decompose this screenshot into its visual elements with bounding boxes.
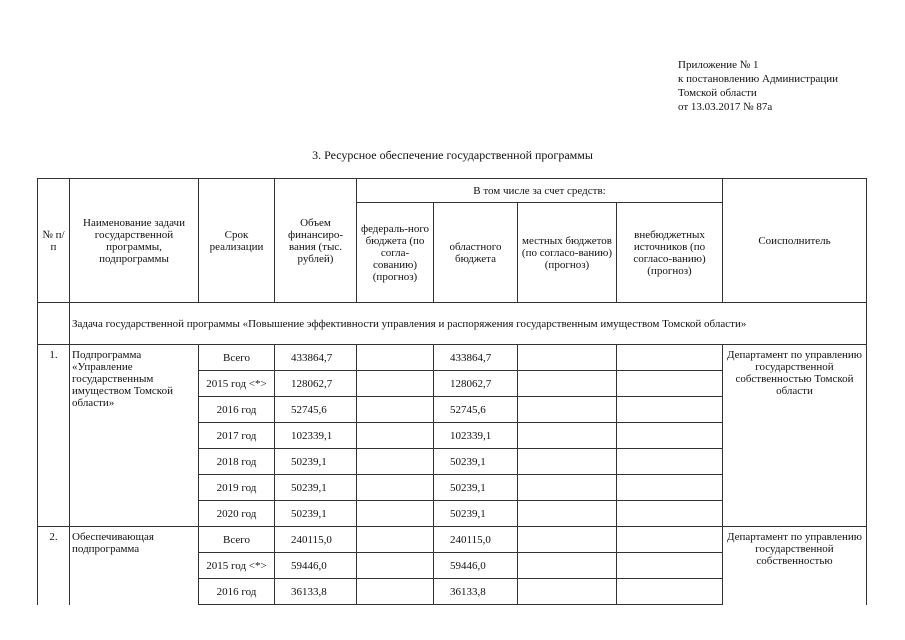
task-num-cell <box>38 303 70 345</box>
regional-cell: 50239,1 <box>434 449 518 475</box>
federal-cell <box>357 371 434 397</box>
offbudget-cell <box>617 579 723 605</box>
header-regional: областного бюджета <box>434 203 518 303</box>
volume-cell: 52745,6 <box>275 397 357 423</box>
offbudget-cell <box>617 553 723 579</box>
regional-cell: 102339,1 <box>434 423 518 449</box>
local-cell <box>518 579 617 605</box>
offbudget-cell <box>617 527 723 553</box>
volume-cell: 50239,1 <box>275 449 357 475</box>
program-num: 1. <box>38 345 70 527</box>
regional-cell: 128062,7 <box>434 371 518 397</box>
volume-cell: 50239,1 <box>275 475 357 501</box>
program-executor: Департамент по управлению государственной собственностью <box>723 527 867 605</box>
table-row <box>38 345 867 371</box>
header-group: В том числе за счет средств: <box>357 179 723 203</box>
header-period: Срок реализации <box>199 179 275 303</box>
period-cell: 2020 год <box>199 501 275 527</box>
header-federal: федераль-ного бюджета (по согла-сованию) (прогноз) <box>357 203 434 303</box>
local-cell <box>518 475 617 501</box>
federal-cell <box>357 449 434 475</box>
header-name: Наименование задачи государственной программы, подпрограммы <box>70 179 199 303</box>
local-cell <box>518 501 617 527</box>
appendix-line-4: от 13.03.2017 № 87а <box>678 101 773 113</box>
regional-cell: 240115,0 <box>434 527 518 553</box>
regional-cell: 50239,1 <box>434 501 518 527</box>
appendix-line-1: Приложение № 1 <box>678 59 759 71</box>
local-cell <box>518 449 617 475</box>
volume-cell: 240115,0 <box>275 527 357 553</box>
regional-cell: 50239,1 <box>434 475 518 501</box>
task-title: Задача государственной программы «Повышение эффективности управления и распоряжения государственным имуществом Томской области» <box>70 303 867 345</box>
period-cell: Всего <box>199 345 275 371</box>
header-executor: Соисполнитель <box>723 179 867 303</box>
volume-cell: 128062,7 <box>275 371 357 397</box>
local-cell <box>518 397 617 423</box>
volume-cell: 433864,7 <box>275 345 357 371</box>
federal-cell <box>357 397 434 423</box>
period-cell: 2015 год <*> <box>199 553 275 579</box>
volume-cell: 50239,1 <box>275 501 357 527</box>
appendix-line-3: Томской области <box>678 87 757 99</box>
local-cell <box>518 527 617 553</box>
table-row <box>38 527 867 553</box>
federal-cell <box>357 345 434 371</box>
federal-cell <box>357 475 434 501</box>
period-cell: 2015 год <*> <box>199 371 275 397</box>
offbudget-cell <box>617 501 723 527</box>
program-executor: Департамент по управлению государственной собственностью Томской области <box>723 345 867 527</box>
appendix-line-2: к постановлению Администрации <box>678 73 839 85</box>
local-cell <box>518 371 617 397</box>
offbudget-cell <box>617 423 723 449</box>
program-name: Подпрограмма «Управление государственным имуществом Томской области» <box>70 345 199 527</box>
volume-cell: 102339,1 <box>275 423 357 449</box>
section-title: 3. Ресурсное обеспечение государственной программы <box>312 148 593 162</box>
period-cell: 2019 год <box>199 475 275 501</box>
period-cell: 2017 год <box>199 423 275 449</box>
federal-cell <box>357 501 434 527</box>
regional-cell: 52745,6 <box>434 397 518 423</box>
volume-cell: 59446,0 <box>275 553 357 579</box>
local-cell <box>518 345 617 371</box>
header-volume: Объем финансиро-вания (тыс. рублей) <box>275 179 357 303</box>
federal-cell <box>357 423 434 449</box>
offbudget-cell <box>617 449 723 475</box>
regional-cell: 433864,7 <box>434 345 518 371</box>
regional-cell: 36133,8 <box>434 579 518 605</box>
header-local: местных бюджетов (по согласо-ванию) (прогноз) <box>518 203 617 303</box>
volume-cell: 36133,8 <box>275 579 357 605</box>
local-cell <box>518 553 617 579</box>
period-cell: Всего <box>199 527 275 553</box>
program-name: Обеспечивающая подпрограмма <box>70 527 199 605</box>
program-num: 2. <box>38 527 70 605</box>
federal-cell <box>357 579 434 605</box>
federal-cell <box>357 527 434 553</box>
offbudget-cell <box>617 475 723 501</box>
offbudget-cell <box>617 371 723 397</box>
period-cell: 2018 год <box>199 449 275 475</box>
offbudget-cell <box>617 397 723 423</box>
regional-cell: 59446,0 <box>434 553 518 579</box>
header-num: № п/п <box>38 179 70 303</box>
offbudget-cell <box>617 345 723 371</box>
header-offbudget: внебюджетных источников (по согласо-ванию) (прогноз) <box>617 203 723 303</box>
local-cell <box>518 423 617 449</box>
period-cell: 2016 год <box>199 579 275 605</box>
federal-cell <box>357 553 434 579</box>
period-cell: 2016 год <box>199 397 275 423</box>
appendix-block <box>678 58 898 114</box>
resource-table <box>37 178 867 605</box>
